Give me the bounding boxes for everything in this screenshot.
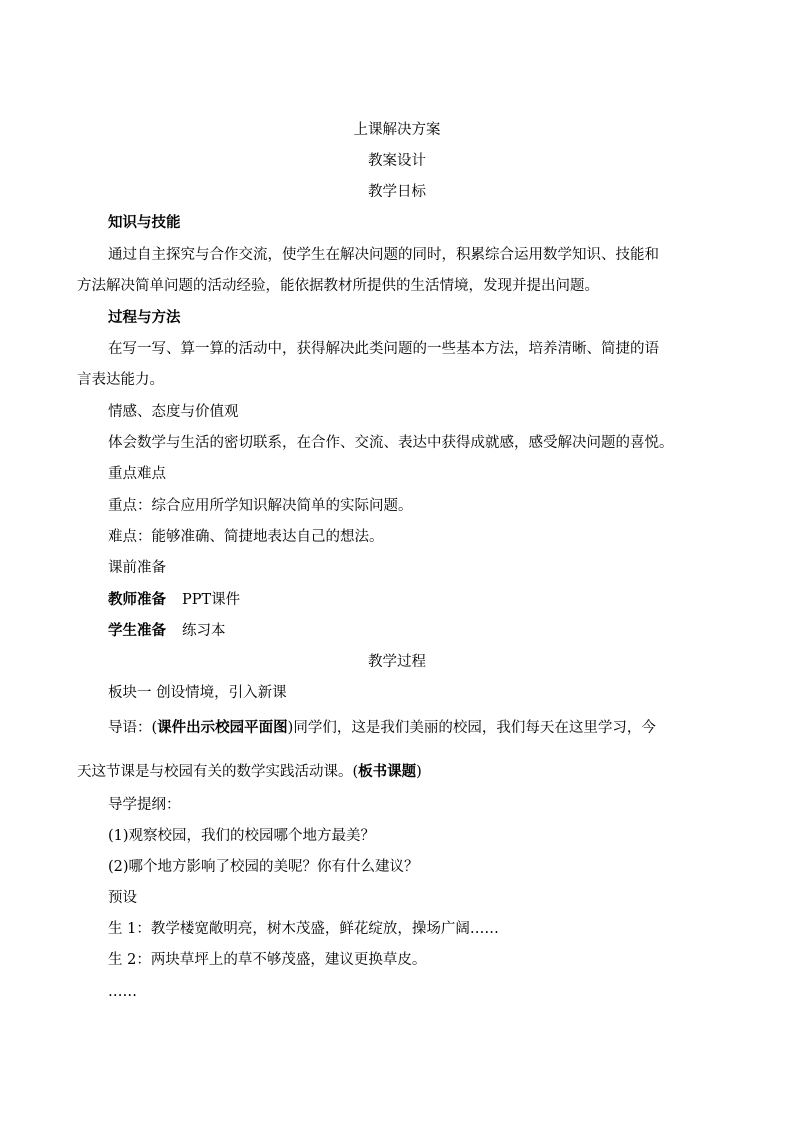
process-method-heading: 过程与方法 bbox=[108, 309, 181, 326]
intro-courseware-note: 课件出示校园平面图 bbox=[157, 719, 288, 736]
knowledge-text-line2: 方法解决简单问题的活动经验，能依据教材所提供的生活情境，发现并提出问题。 bbox=[77, 278, 599, 294]
student-answer-1: 生 1：教学楼宽敞明亮，树木茂盛，鲜花绽放，操场广阔…… bbox=[108, 921, 499, 937]
intro-line2-suffix: ) bbox=[416, 764, 422, 780]
intro-text: )同学们，这是我们美丽的校园，我们每天在这里学习，今 bbox=[287, 720, 656, 736]
intro-prefix: 导语：( bbox=[108, 720, 158, 736]
guide-heading: 导学提纲： bbox=[108, 797, 181, 813]
guide-question-2: (2)哪个地方影响了校园的美呢？你有什么建议？ bbox=[108, 859, 419, 875]
block-one-title: 板块一 创设情境，引入新课 bbox=[108, 685, 287, 701]
intro-line2-text: 天这节课是与校园有关的数学实践活动课。( bbox=[77, 764, 359, 780]
intro-line1 bbox=[108, 718, 656, 738]
document-subtitle: 教案设计 bbox=[368, 153, 426, 169]
ellipsis: …… bbox=[108, 984, 137, 1000]
process-method-line2: 言表达能力。 bbox=[77, 372, 164, 388]
teacher-preparation bbox=[108, 590, 240, 610]
student-answer-2: 生 2：两块草坪上的草不够茂盛，建议更换草皮。 bbox=[108, 952, 427, 968]
document-title: 上课解决方案 bbox=[353, 122, 441, 138]
preset-heading: 预设 bbox=[108, 890, 137, 906]
guide-question-1: (1)观察校园，我们的校园哪个地方最美？ bbox=[108, 828, 376, 844]
difficulty-point: 难点：能够准确、简捷地表达自己的想法。 bbox=[108, 529, 384, 545]
teacher-preparation-label: 教师准备 bbox=[108, 591, 166, 608]
teacher-preparation-value: PPT课件 bbox=[182, 592, 241, 608]
key-point: 重点：综合应用所学知识解决简单的实际问题。 bbox=[108, 498, 413, 514]
emotion-text: 体会数学与生活的密切联系，在合作、交流、表达中获得成就感，感受解决问题的喜悦。 bbox=[108, 435, 674, 451]
student-preparation-label: 学生准备 bbox=[108, 622, 166, 639]
objectives-title: 教学日标 bbox=[368, 184, 426, 200]
process-heading: 教学过程 bbox=[368, 654, 426, 670]
emotion-heading: 情感、态度与价值观 bbox=[108, 404, 239, 420]
student-preparation-value: 练习本 bbox=[182, 623, 226, 639]
knowledge-text-line1: 通过自主探究与合作交流，使学生在解决问题的同时，积累综合运用数学知识、技能和 bbox=[108, 247, 659, 263]
keypoints-heading: 重点难点 bbox=[108, 466, 166, 482]
intro-line2 bbox=[77, 762, 422, 782]
process-method-line1: 在写一写、算一算的活动中，获得解决此类问题的一些基本方法，培养清晰、简捷的语 bbox=[108, 341, 659, 357]
knowledge-heading: 知识与技能 bbox=[108, 214, 181, 231]
preparation-heading: 课前准备 bbox=[108, 560, 166, 576]
intro-board-note: 板书课题 bbox=[358, 763, 417, 780]
student-preparation bbox=[108, 621, 226, 641]
